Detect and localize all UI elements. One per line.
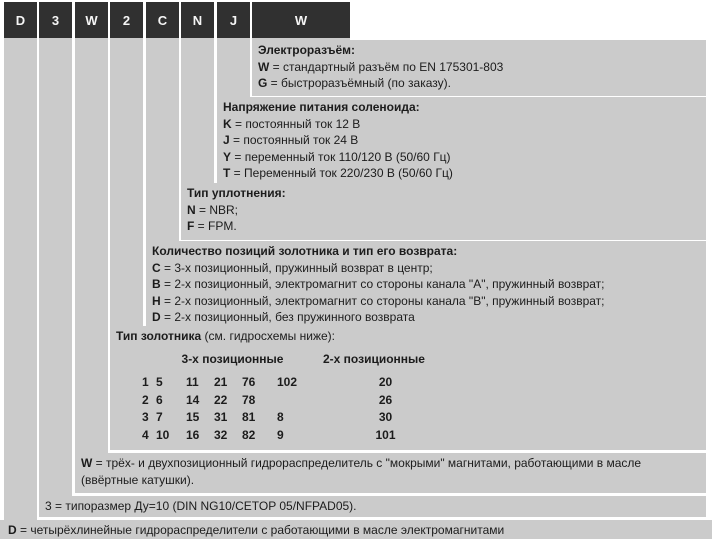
connector-column-n bbox=[181, 38, 214, 183]
spool-table-row bbox=[142, 409, 700, 427]
cell: 2 bbox=[142, 392, 149, 407]
option-line bbox=[258, 75, 700, 92]
spool-table-row bbox=[142, 392, 700, 410]
cell: 22 bbox=[214, 392, 228, 407]
connector-column-w bbox=[75, 38, 108, 453]
cell: 1 bbox=[142, 375, 149, 389]
option-line bbox=[152, 276, 700, 293]
cell: 9 bbox=[277, 427, 284, 442]
option-code: B bbox=[152, 277, 161, 291]
block-size-3 bbox=[39, 496, 706, 517]
option-code: W bbox=[81, 456, 93, 470]
connector-column-c bbox=[146, 38, 179, 241]
block-spool-positions bbox=[146, 241, 706, 326]
cell: 82 bbox=[242, 427, 256, 442]
cell: 78 bbox=[242, 392, 256, 407]
option-code: D bbox=[8, 523, 17, 537]
option-text: = стандартный разъём по EN 175301-803 bbox=[269, 59, 504, 74]
connector-column-j bbox=[217, 38, 250, 97]
option-line bbox=[81, 455, 700, 488]
header-2-position: 2-х позиционные bbox=[323, 351, 425, 366]
cell: 76 bbox=[242, 375, 256, 389]
code-box-d: D bbox=[4, 2, 37, 38]
code-box-n: N bbox=[181, 2, 214, 38]
cell: 16 bbox=[186, 427, 200, 442]
block-electrical-connector bbox=[252, 40, 706, 96]
connector-column-3 bbox=[39, 38, 72, 496]
block-seal-type bbox=[181, 183, 706, 240]
option-text: = 2-х позиционный, электромагнит со стороны канала "А", пружинный возврат; bbox=[160, 277, 605, 291]
block-title bbox=[116, 328, 700, 345]
option-line bbox=[187, 202, 700, 219]
option-line bbox=[223, 132, 700, 149]
cell: 32 bbox=[214, 427, 228, 442]
option-line bbox=[187, 218, 700, 235]
option-text: = 3-х позиционный, пружинный возврат в центр; bbox=[160, 260, 433, 275]
option-code: T bbox=[223, 166, 231, 180]
block-title-bold: Тип золотника bbox=[116, 329, 202, 343]
option-code: G bbox=[258, 76, 268, 90]
spool-table bbox=[116, 351, 700, 445]
connector-column-d bbox=[4, 38, 37, 520]
block-valve-type-w bbox=[75, 453, 706, 493]
cell: 3 bbox=[142, 410, 149, 424]
option-line bbox=[258, 59, 700, 76]
option-line bbox=[223, 149, 700, 166]
option-text: = постоянный ток 12 В bbox=[231, 116, 361, 131]
code-box-j: J bbox=[217, 2, 250, 38]
connector-column-2 bbox=[110, 38, 143, 326]
block-title-rest: (см. гидросхемы ниже): bbox=[201, 329, 336, 343]
cell: 30 bbox=[378, 410, 393, 424]
code-box-w-connector: W bbox=[252, 2, 350, 38]
option-line bbox=[45, 498, 700, 515]
option-text: = NBR; bbox=[195, 202, 239, 217]
cell: 7 bbox=[156, 410, 163, 424]
option-text: = FPM. bbox=[194, 219, 237, 233]
option-text: = 2-х позиционный, электромагнит со стороны канала "В", пружинный возврат; bbox=[160, 293, 605, 308]
option-text: = типоразмер Ду=10 (DIN NG10/CETOP 05/NFPAD05). bbox=[51, 499, 357, 513]
option-line bbox=[152, 309, 700, 326]
cell: 4 bbox=[142, 427, 149, 442]
option-code: H bbox=[152, 293, 161, 308]
cell: 81 bbox=[242, 410, 256, 424]
option-line bbox=[223, 165, 700, 182]
cell: 11 bbox=[186, 375, 199, 389]
block-title: Напряжение питания соленоида: bbox=[223, 100, 420, 114]
option-code: C bbox=[152, 260, 161, 275]
option-text: = переменный ток 110/120 В (50/60 Гц) bbox=[231, 149, 451, 164]
code-box-3: 3 bbox=[39, 2, 72, 38]
option-code: N bbox=[187, 202, 196, 217]
option-text: = трёх- и двухпозиционный гидрораспределитель с "мокрыми" магнитами, работающими в масле (ввёртные катушки). bbox=[81, 456, 642, 487]
cell: 20 bbox=[378, 375, 393, 389]
option-code: Y bbox=[223, 149, 232, 164]
cell: 26 bbox=[378, 392, 393, 407]
option-code: F bbox=[187, 219, 195, 233]
option-code: D bbox=[152, 310, 161, 324]
spool-table-row bbox=[142, 427, 700, 445]
option-line bbox=[223, 116, 700, 133]
option-text: = постоянный ток 24 В bbox=[229, 133, 359, 147]
cell: 31 bbox=[214, 410, 228, 424]
option-text: = быстроразъёмный (по заказу). bbox=[267, 76, 451, 90]
cell: 101 bbox=[375, 427, 396, 442]
option-text: = 2-х позиционный, без пружинного возврата bbox=[160, 310, 415, 324]
spool-table-header bbox=[142, 351, 700, 368]
option-line bbox=[152, 293, 700, 310]
spool-table-row bbox=[142, 374, 700, 392]
cell: 15 bbox=[186, 410, 200, 424]
code-box-c: C bbox=[146, 2, 179, 38]
block-title: Электроразъём: bbox=[258, 43, 356, 57]
block-title: Количество позиций золотника и тип его возврата: bbox=[152, 244, 458, 258]
option-code: W bbox=[258, 59, 270, 74]
cell: 8 bbox=[277, 410, 284, 424]
option-text: = Переменный ток 220/230 В (50/60 Гц) bbox=[230, 166, 453, 180]
option-code: 3 bbox=[45, 499, 52, 513]
option-text: = четырёхлинейные гидрораспределители с работающими в масле электромагнитами bbox=[16, 523, 505, 537]
option-line bbox=[8, 522, 706, 539]
cell: 10 bbox=[156, 427, 170, 442]
cell: 6 bbox=[156, 392, 163, 407]
cell: 14 bbox=[186, 392, 200, 407]
header-3-position: 3-х позиционные bbox=[181, 351, 284, 366]
option-code: K bbox=[223, 116, 232, 131]
cell bbox=[277, 392, 323, 410]
option-line bbox=[152, 260, 700, 277]
cell: 21 bbox=[214, 375, 228, 389]
code-box-w: W bbox=[75, 2, 108, 38]
code-box-2: 2 bbox=[110, 2, 143, 38]
block-series-d bbox=[0, 520, 712, 539]
block-title: Тип уплотнения: bbox=[187, 186, 286, 200]
option-code: J bbox=[223, 133, 230, 147]
cell: 102 bbox=[277, 375, 298, 389]
block-spool-type bbox=[110, 326, 706, 450]
block-solenoid-voltage bbox=[217, 97, 706, 183]
cell: 5 bbox=[156, 375, 163, 389]
